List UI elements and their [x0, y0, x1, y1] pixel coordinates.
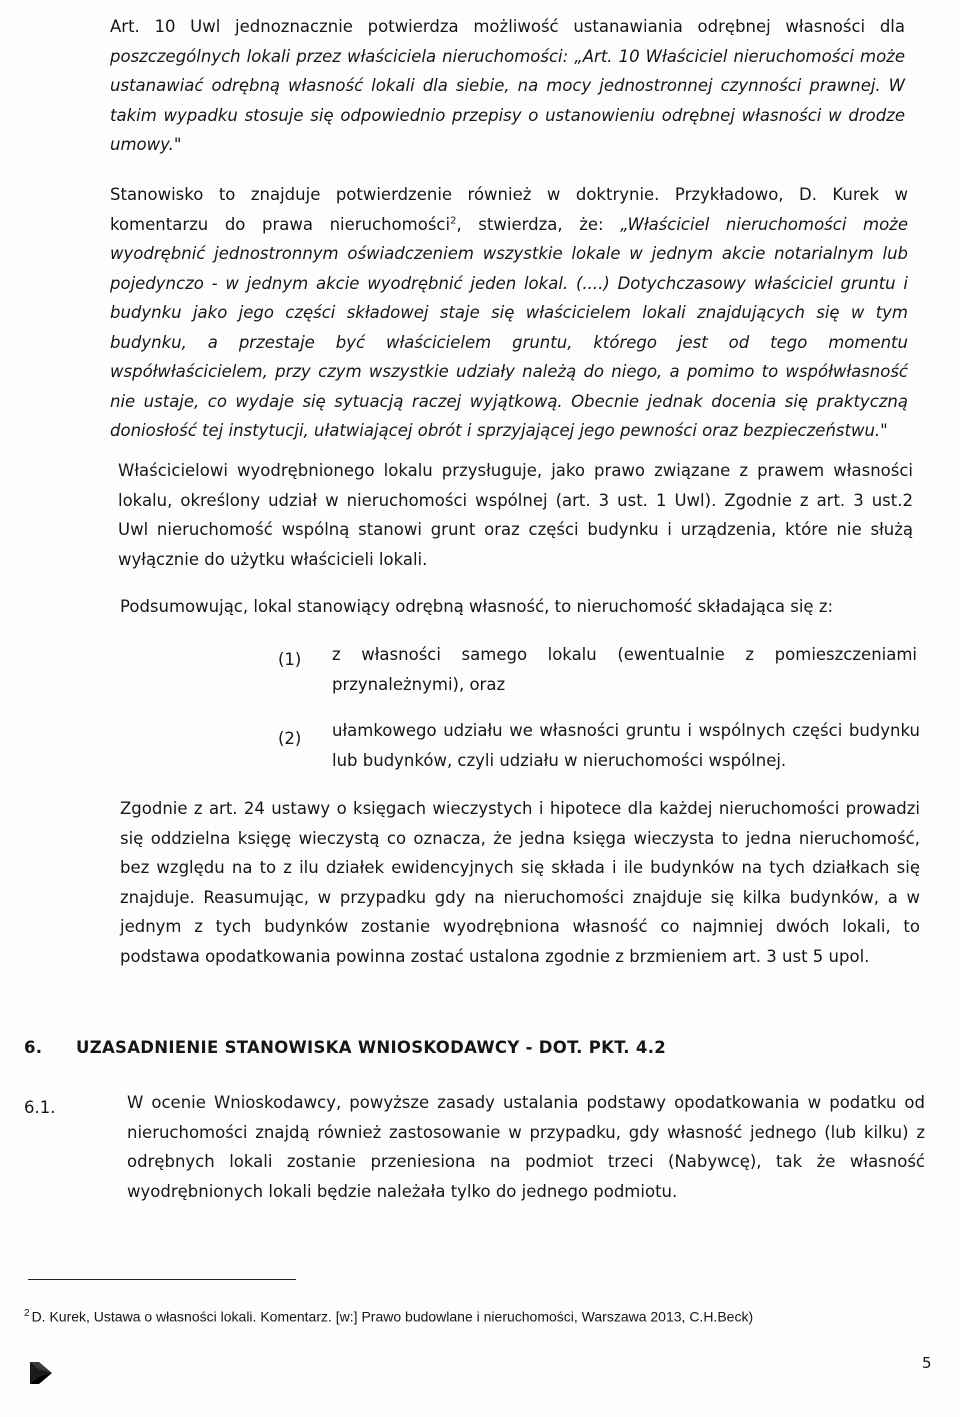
- text-line: [332, 716, 920, 746]
- text-line-content: ułamkowego udziału we własności gruntu i wspólnych części budynku: [332, 721, 920, 740]
- text-line-content: Uwl nieruchomość wspólną stanowi grunt oraz części budynku i urządzenia, które nie służą: [118, 520, 913, 539]
- text-line-content: pojedynczo - w jednym akcie wyodrębnić jeden lokal. (....) Dotychczasowy właściciel gruntu i: [110, 273, 908, 293]
- text-line: [127, 1118, 925, 1148]
- text-line: [120, 592, 910, 622]
- text-line: [110, 387, 908, 417]
- text-line: [120, 824, 920, 854]
- text-line-content: jednym z tych budynków zostanie wyodrębniona własność co najmniej dwóch lokali, to: [120, 917, 920, 936]
- text-line-content: wyodrębnić jednostronnym oświadczeniem wszystkie lokale w jednym akcie notarialnym lub: [110, 244, 908, 263]
- paragraph-summary: [120, 592, 910, 622]
- text-line-content: umowy.": [110, 135, 182, 154]
- text-line: [332, 746, 920, 776]
- text-line: [332, 670, 917, 700]
- text-line: [120, 794, 920, 824]
- text-line: [110, 269, 908, 299]
- text-line-content: lokalu, określony udział w nieruchomości wspólnej (art. 3 ust. 1 Uwl). Zgodnie z art. 3 ust.2: [118, 490, 913, 510]
- text-line-content: się oddzielna księgę wieczystą co oznacza, że jedna księga wieczysta to jedna nieruchomość,: [120, 828, 920, 848]
- text-line: [127, 1088, 925, 1118]
- paragraph-common-share: [118, 456, 913, 574]
- text-line-content: budynku jako jego części składowej staje się właścicielem lokali znajdujących się w tym: [110, 303, 908, 322]
- text-line: [110, 328, 908, 358]
- text-line-content: podstawa opodatkowania powinna zostać ustalona zgodnie z brzmieniem art. 3 ust 5 upol.: [120, 946, 870, 966]
- text-line: [110, 12, 905, 42]
- text-line: [110, 42, 905, 72]
- text-line: [118, 456, 913, 486]
- text-line: [110, 416, 908, 446]
- section-number: 6.: [24, 1038, 43, 1057]
- page-number: 5: [922, 1354, 932, 1372]
- text-line-content: komentarzu do prawa nieruchomości: [110, 214, 451, 234]
- text-line-content: ustanawiać odrębną własność lokali dla siebie, na mocy jednostronnej czynności prawnej. W: [110, 76, 905, 95]
- text-line-content: Zgodnie z art. 24 ustawy o księgach wieczystych i hipotece dla każdej nieruchomości prowadzi: [120, 799, 920, 818]
- footnote-number: 2: [24, 1308, 30, 1319]
- text-line-content: odrębnych lokali zostanie przeniesiona na podmiot trzeci (Nabywcę), tak że własność: [127, 1152, 925, 1171]
- text-line: [127, 1147, 925, 1177]
- text-line: [110, 357, 908, 387]
- text-line: [110, 130, 905, 160]
- text-line: [110, 71, 905, 101]
- text-line-content: wyłącznie do użytku właścicieli lokali.: [118, 549, 428, 569]
- footnote: [24, 1308, 914, 1325]
- text-line-content: z własności samego lokalu (ewentualnie z pomieszczeniami: [332, 645, 917, 664]
- text-line-content: Podsumowując, lokal stanowiący odrębną własność, to nieruchomość składająca się z:: [120, 597, 834, 616]
- footnote-text: D. Kurek, Ustawa o własności lokali. Komentarz. [w:] Prawo budowlane i nieruchomości, Warszawa 2013, C.H.Beck): [31, 1308, 754, 1325]
- subsection-number: 6.1.: [24, 1098, 56, 1117]
- quote-start: „Właściciel nieruchomości może: [620, 214, 908, 234]
- list-item: [332, 640, 917, 699]
- text-line: [127, 1177, 925, 1207]
- paragraph-art10: [110, 12, 905, 160]
- paragraph-doctrine: [110, 180, 908, 446]
- list-item-number: (2): [278, 729, 302, 748]
- text-line: [110, 210, 908, 240]
- section-heading: [24, 1038, 724, 1057]
- text-line: [118, 486, 913, 516]
- company-logo-icon: [30, 1362, 52, 1384]
- footnote-reference[interactable]: 2: [450, 215, 457, 226]
- text-line: [332, 640, 917, 670]
- text-line: [118, 515, 913, 545]
- text-line: [118, 545, 913, 575]
- footnote-separator: [28, 1279, 296, 1280]
- text-line-content: , stwierdza, że:: [456, 214, 621, 234]
- text-line: [110, 239, 908, 269]
- text-line: [120, 853, 920, 883]
- text-line-content: Stanowisko to znajduje potwierdzenie również w doktrynie. Przykładowo, D. Kurek w: [110, 185, 908, 204]
- text-line-content: W ocenie Wnioskodawcy, powyższe zasady ustalania podstawy opodatkowania w podatku od: [127, 1093, 925, 1112]
- paragraph-land-register: [120, 794, 920, 971]
- text-line: [110, 180, 908, 210]
- text-line: [110, 298, 908, 328]
- text-line-content: takim wypadku stosuje się odpowiednio przepisy o ustanowieniu odrębnej własności w drodze: [110, 105, 905, 125]
- text-line-content: wyodrębnionych lokali będzie należała tylko do jednego podmiotu.: [127, 1181, 678, 1201]
- text-line: [120, 912, 920, 942]
- text-line: [120, 942, 920, 972]
- text-line-content: bez względu na to z ilu działek ewidencyjnych się składa i ile budynków na tych działkach się: [120, 858, 920, 877]
- list-item: [332, 716, 920, 775]
- text-line-content: lub budynków, czyli udziału w nieruchomości wspólnej.: [332, 750, 787, 770]
- text-line-content: Art. 10 Uwl jednoznacznie potwierdza możliwość ustanawiania odrębnej własności dla: [110, 17, 905, 36]
- subsection-paragraph: [127, 1088, 925, 1206]
- text-line-content: znajduje. Reasumując, w przypadku gdy na nieruchomości znajduje się kilka budynków, a w: [120, 887, 920, 907]
- text-line-content: poszczególnych lokali przez właściciela nieruchomości: „Art. 10 Właściciel nieruchomości może: [110, 46, 905, 66]
- text-line-content: doniosłość tej instytucji, ułatwiającej obrót i sprzyjającej jego pewności oraz bezpieczeństwu.": [110, 421, 888, 440]
- text-line: [120, 883, 920, 913]
- text-line-content: budynku, a przestaje być właścicielem gruntu, którego jest od tego momentu: [110, 332, 908, 352]
- list-item-number: (1): [278, 650, 302, 669]
- text-line-content: nie ustaje, co wydaje się sytuacją raczej wyjątkową. Obecnie jednak docenia się praktyczną: [110, 391, 908, 411]
- text-line-content: przynależnymi), oraz: [332, 674, 506, 694]
- text-line-content: współwłaścicielem, przy czym wszystkie udziały należą do niego, a pomimo to współwłasność: [110, 362, 908, 381]
- section-title: UZASADNIENIE STANOWISKA WNIOSKODAWCY - DOT. PKT. 4.2: [76, 1038, 667, 1057]
- text-line-content: Właścicielowi wyodrębnionego lokalu przysługuje, jako prawo związane z prawem własności: [118, 461, 913, 480]
- text-line-content: nieruchomości znajdą również zastosowanie w przypadku, gdy własność jednego (lub kilku) z: [127, 1122, 925, 1142]
- text-line: [110, 101, 905, 131]
